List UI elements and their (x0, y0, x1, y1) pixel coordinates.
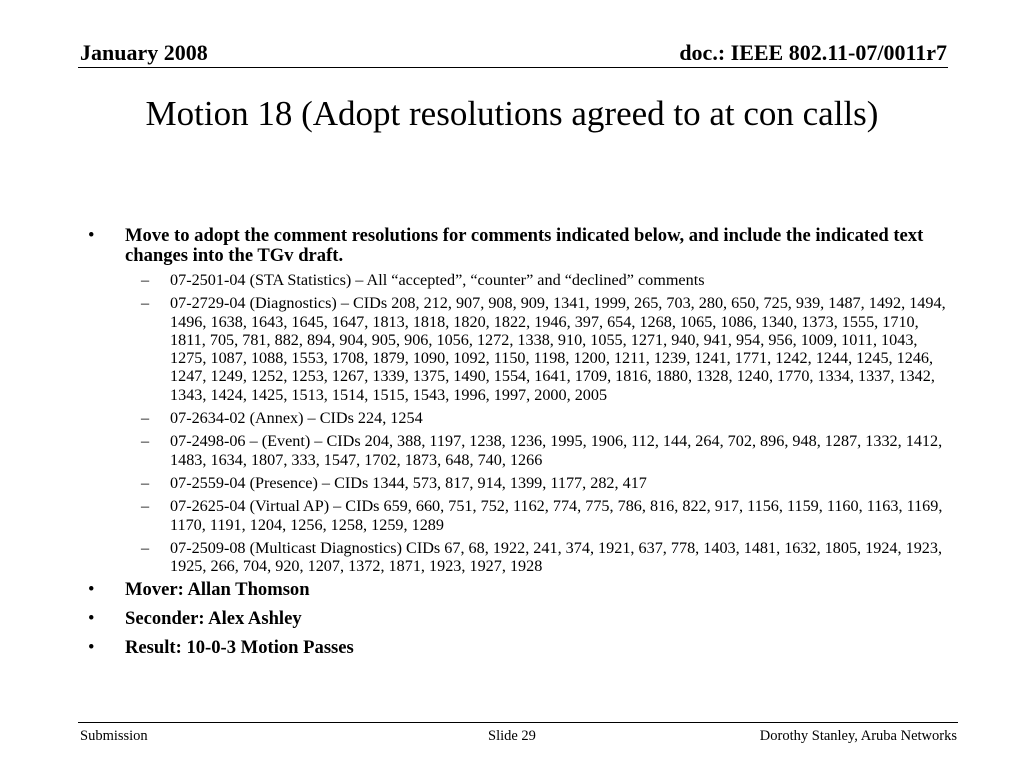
dash-marker: – (141, 538, 150, 557)
document-list (88, 271, 948, 575)
bullet-result-text: Result: 10-0-3 Motion Passes (125, 637, 354, 659)
list-item-text: 07-2559-04 (Presence) – CIDs 1344, 573, 817, 914, 1399, 1177, 282, 417 (170, 473, 647, 492)
dash-marker: – (141, 473, 150, 492)
bullet-result (88, 638, 948, 658)
bullet-motion-text: Move to adopt the comment resolutions for comments indicated below, and include the indicated text changes into the TGv draft. (125, 225, 924, 266)
list-item (88, 294, 948, 404)
list-item-text: 07-2501-04 (STA Statistics) – All “accepted”, “counter” and “declined” comments (170, 271, 705, 289)
header-doc-id: doc.: IEEE 802.11-07/0011r7 (679, 40, 947, 65)
bullet-marker: • (88, 608, 95, 630)
list-item-text: 07-2625-04 (Virtual AP) – CIDs 659, 660, 751, 752, 1162, 774, 775, 786, 816, 822, 917, 1156, 1159, 1160, 1163, 1169, 1170, 1191, 1204, 1256, 1258, 1259, 1289 (170, 497, 943, 534)
list-item (88, 432, 948, 469)
dash-marker: – (141, 432, 150, 451)
bullet-marker: • (88, 637, 95, 659)
footer-divider (78, 722, 958, 723)
bullet-mover (88, 580, 948, 600)
list-item-text: 07-2498-06 – (Event) – CIDs 204, 388, 1197, 1238, 1236, 1995, 1906, 112, 144, 264, 702, 896, 948, 1287, 1332, 1412, 1483, 1634, 1807, 333, 1547, 1702, 1873, 648, 740, 1266 (170, 432, 943, 469)
slide-title: Motion 18 (Adopt resolutions agreed to at con calls) (145, 94, 879, 133)
list-item (88, 497, 948, 534)
dash-marker: – (141, 294, 150, 313)
bullet-motion (88, 226, 948, 266)
list-item (88, 474, 948, 492)
bullet-mover-text: Mover: Allan Thomson (125, 579, 310, 601)
list-item-text: 07-2509-08 (Multicast Diagnostics) CIDs 67, 68, 1922, 241, 374, 1921, 637, 778, 1403, 1481, 1632, 1805, 1924, 1923, 1925, 266, 704, 920, 1207, 1372, 1871, 1923, 1927, 1928 (170, 538, 943, 576)
footer-submission: Submission (80, 728, 148, 744)
dash-marker: – (141, 271, 150, 289)
dash-marker: – (141, 409, 150, 428)
bullet-seconder-text: Seconder: Alex Ashley (125, 608, 302, 630)
header-divider (78, 67, 948, 68)
list-item-text: 07-2634-02 (Annex) – CIDs 224, 1254 (170, 409, 423, 428)
list-item (88, 271, 948, 289)
header-date: January 2008 (80, 40, 208, 65)
bullet-seconder (88, 609, 948, 629)
list-item (88, 539, 948, 576)
footer-author: Dorothy Stanley, Aruba Networks (759, 728, 957, 744)
footer-slide-number: Slide 29 (488, 728, 536, 744)
dash-marker: – (141, 497, 150, 516)
list-item-text: 07-2729-04 (Diagnostics) – CIDs 208, 212, 907, 908, 909, 1341, 1999, 265, 703, 280, 650, 725, 939, 1487, 1492, 1494, 1496, 1638, 1643, 1645, 1647, 1813, 1818, 1820, 1822, 1946, 397, 654, 1268, 1065, 1086, 1340, 1373, 1555, 1710, 1811, 705, 781, 882, 894, 904, 905, 906, 1056, 1272, 1338, 910, 1055, 1271, 940, 941, 954, 956, 1009, 1011, 1043, 1275, 1087, 1088, 1553, 1708, 1879, 1090, 1092, 1150, 1198, 1200, 1211, 1239, 1241, 1771, 1242, 1244, 1245, 1246, 1247, 1249, 1252, 1253, 1267, 1339, 1375, 1490, 1554, 1641, 1709, 1816, 1880, 1328, 1240, 1770, 1334, 1337, 1342, 1343, 1424, 1425, 1513, 1514, 1515, 1543, 1996, 1997, 2000, 2005 (170, 294, 946, 404)
bullet-marker: • (88, 225, 95, 246)
slide-body (88, 226, 948, 667)
bullet-marker: • (88, 579, 95, 601)
list-item (88, 409, 948, 427)
